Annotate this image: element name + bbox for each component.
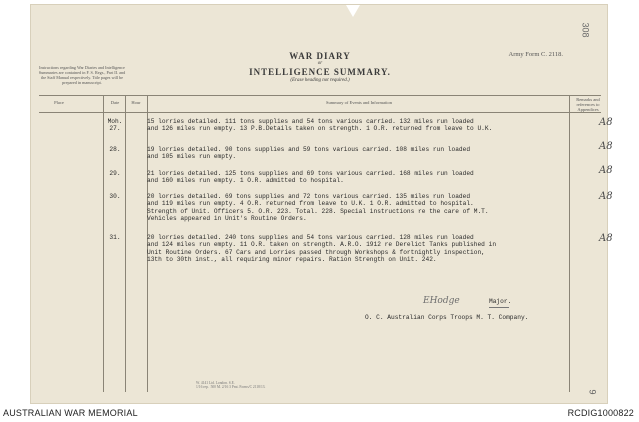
page-number: 9 — [587, 389, 598, 395]
entry-date: 30. — [109, 193, 121, 200]
rank-underline — [489, 307, 509, 308]
table-header — [39, 96, 601, 113]
form-or: or — [317, 61, 323, 66]
remarks-mark: A8 — [599, 233, 613, 244]
remarks-mark: A8 — [599, 117, 613, 128]
column-divider — [103, 96, 104, 392]
col-summary: Summary of Events and Information — [326, 100, 392, 105]
entry-text: 20 lorries detailed. 69 tons supplies and 72 tons various carried. 135 miles run loaded and 119 miles run empty. 4 O.R. returned from leave to U.K. 1 O.R. admitted to hospital. Strength of Unit. Officers 5. O.R. 223. Total. 228. Special instructions re the care of M.T. Vehicles appeared in Unit's Routine Orders. — [147, 193, 489, 223]
form-title: WAR DIARY — [289, 51, 351, 61]
entry-text: 15 lorries detailed. 111 tons supplies and 54 tons various carried. 132 miles run loaded and 126 miles run empty. 13 P.B.Details taken on strength. 1 O.R. returned from leave to U.K. — [147, 118, 493, 133]
diary-sheet — [30, 4, 613, 404]
remarks-mark: A8 — [599, 165, 613, 176]
entry-date: 29. — [109, 170, 121, 177]
column-divider — [569, 96, 570, 392]
folio-number: 308 — [580, 22, 591, 38]
printer-imprint: W. 4141 Ltd. London. S.E. 1/16 rep. 500 M. 2/16 3 Pmt. Forms/C 2118/13. — [196, 381, 266, 390]
entry-text: 19 lorries detailed. 90 tons supplies and 59 tons various carried. 108 miles run loaded and 105 miles run empty. — [147, 146, 471, 161]
army-form-number: Army Form C. 2118. — [508, 51, 563, 58]
sheet-notch — [346, 5, 360, 17]
archive-credit: AUSTRALIAN WAR MEMORIAL — [3, 408, 138, 418]
entry-date: 31. — [109, 234, 121, 241]
column-divider — [125, 96, 126, 392]
instructions-note: Instructions regarding War Diaries and Intelligence Summaries are contained in F. S. Regs., Part II. and the Staff Manual respectively. Title pages will be prepared in manuscript. — [38, 65, 126, 85]
col-remarks: Remarks and references to Appendices — [576, 97, 600, 112]
entry-text: 21 lorries detailed. 125 tons supplies and 69 tons various carried. 168 miles run loaded and 160 miles run empty. 1 O.R. admitted to hospital. — [147, 170, 474, 185]
col-date: Date — [110, 100, 120, 105]
remarks-mark: A8 — [599, 191, 613, 202]
erase-note: (Erase heading not required.) — [290, 78, 350, 83]
entry-text: 20 lorries detailed. 240 tons supplies and 54 tons various carried. 128 miles run loaded and 124 miles run empty. 11 O.R. taken on strength. A.R.O. 1912 re Derelict Tanks published in Unit Routine Orders. 67 Cars and Lorries passed through Workshops & fortnightly inspection, 13th to 30th inst., all requiring minor repairs. Ration Strength on Unit. 242. — [147, 234, 497, 264]
remarks-mark: A8 — [599, 141, 613, 152]
signature-rank: Major. — [489, 298, 512, 305]
diary-table — [39, 95, 601, 395]
col-place: Place — [54, 100, 64, 105]
signature-unit: O. C. Australian Corps Troops M. T. Company. — [365, 314, 529, 321]
col-hour: Hour — [131, 100, 141, 105]
archive-reference: RCDIG1000822 — [567, 408, 634, 418]
form-subtitle: INTELLIGENCE SUMMARY. — [249, 67, 391, 77]
signature-name: EHodge — [423, 296, 460, 306]
entry-date: 28. — [109, 146, 121, 153]
entry-date: Moh. 27. — [107, 118, 123, 133]
